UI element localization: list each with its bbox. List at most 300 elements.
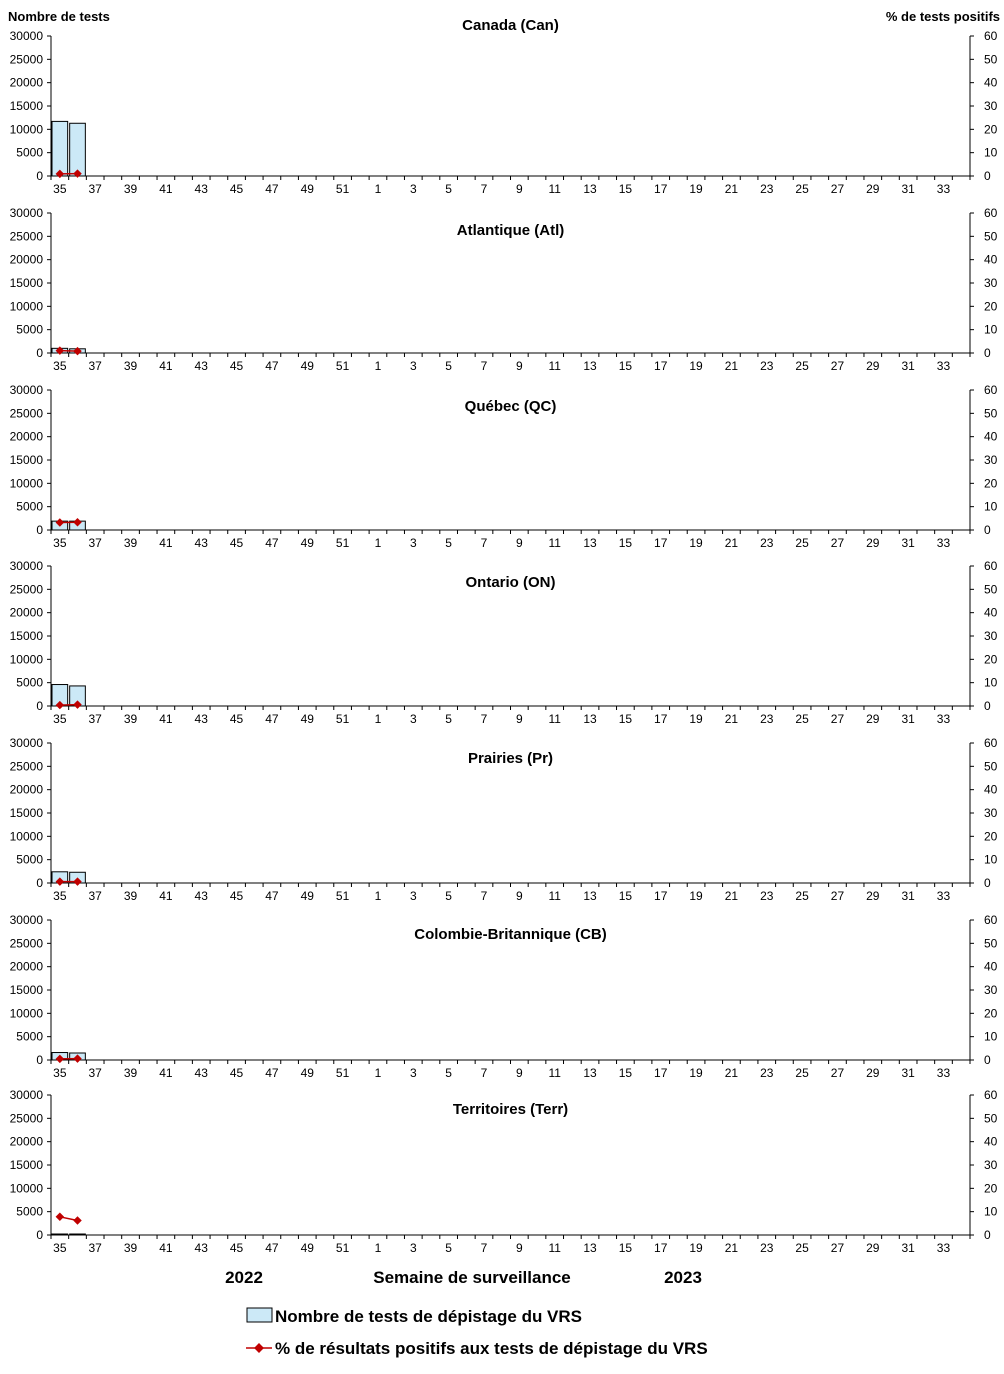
x-tick-label: 23 <box>760 1241 774 1255</box>
panel-title: Prairies (Pr) <box>467 750 554 767</box>
right-axis-label: % de tests positifs <box>885 9 1000 24</box>
x-tick-label: 19 <box>689 359 703 373</box>
x-tick-label: 23 <box>760 889 774 903</box>
x-tick-label: 9 <box>515 182 523 196</box>
x-tick-label: 15 <box>618 712 633 726</box>
x-tick-label: 41 <box>159 1241 173 1255</box>
x-tick-label: 33 <box>936 536 951 550</box>
panel-title: Canada (Can) <box>462 17 559 34</box>
panel-1 <box>10 206 998 373</box>
x-tick-label: 15 <box>618 182 633 196</box>
x-tick-label: 5 <box>445 889 452 903</box>
left-y-tick-label: 30000 <box>9 29 43 43</box>
left-y-tick-label: 10000 <box>9 829 43 844</box>
x-tick-label: 37 <box>88 359 102 373</box>
x-tick-label: 13 <box>583 182 597 196</box>
panel-title: Québec (QC) <box>464 398 557 415</box>
right-y-tick-label: 30 <box>984 276 998 290</box>
x-tick-label: 7 <box>480 536 488 550</box>
right-y-tick-label: 60 <box>984 206 998 220</box>
x-tick-label: 31 <box>901 1241 915 1255</box>
x-tick-label: 51 <box>335 1241 350 1255</box>
x-tick-label: 19 <box>689 1066 703 1080</box>
x-tick-label: 45 <box>229 1241 244 1255</box>
x-tick-label: 21 <box>724 1241 739 1255</box>
x-tick-label: 47 <box>265 889 279 903</box>
left-y-tick-label: 25000 <box>9 406 43 421</box>
right-y-tick-label: 60 <box>984 383 998 397</box>
x-tick-label: 13 <box>583 536 597 550</box>
x-tick-label: 17 <box>654 712 668 726</box>
panel-title: Atlantique (Atl) <box>456 222 565 239</box>
left-y-tick-label: 25000 <box>9 1111 43 1126</box>
x-tick-label: 33 <box>936 712 951 726</box>
left-y-tick-label: 30000 <box>9 559 43 573</box>
left-y-tick-label: 15000 <box>9 99 43 113</box>
x-tick-label: 3 <box>409 182 417 196</box>
x-tick-label: 7 <box>480 359 488 373</box>
x-tick-label: 41 <box>159 712 173 726</box>
x-tick-label: 33 <box>936 182 951 196</box>
right-y-tick-label: 0 <box>984 1228 991 1242</box>
x-tick-label: 7 <box>480 712 488 726</box>
x-tick-label: 47 <box>265 712 279 726</box>
right-y-tick-label: 20 <box>984 1006 998 1021</box>
chart-panels <box>10 17 998 1255</box>
left-y-tick-label: 15000 <box>9 629 43 643</box>
right-y-tick-label: 40 <box>984 1134 998 1149</box>
left-y-tick-label: 10000 <box>9 1181 43 1196</box>
x-tick-label: 51 <box>335 1066 350 1080</box>
x-tick-label: 41 <box>159 536 173 550</box>
right-y-tick-label: 50 <box>984 1111 998 1126</box>
left-y-tick-label: 20000 <box>9 429 43 444</box>
x-tick-label: 3 <box>409 712 417 726</box>
left-y-tick-label: 15000 <box>9 983 43 997</box>
right-y-tick-label: 50 <box>984 582 998 597</box>
right-y-tick-label: 30 <box>984 1158 998 1172</box>
right-y-tick-label: 10 <box>984 675 998 690</box>
x-tick-label: 37 <box>88 182 102 196</box>
x-tick-label: 27 <box>830 182 845 196</box>
panel-3 <box>10 559 998 726</box>
x-tick-label: 29 <box>866 182 880 196</box>
x-tick-label: 47 <box>265 1066 279 1080</box>
left-y-tick-label: 5000 <box>16 852 43 867</box>
x-tick-label: 17 <box>654 1066 668 1080</box>
x-tick-label: 25 <box>795 712 809 726</box>
left-y-tick-label: 10000 <box>9 1006 43 1021</box>
positivity-point-week-35 <box>56 346 64 354</box>
x-tick-label: 11 <box>548 1066 561 1080</box>
left-y-tick-label: 25000 <box>9 229 43 244</box>
x-tick-label: 17 <box>654 536 668 550</box>
x-tick-label: 23 <box>760 536 774 550</box>
left-y-tick-label: 0 <box>36 1228 43 1242</box>
legend-line-marker <box>254 1343 264 1353</box>
left-y-tick-label: 25000 <box>9 582 43 597</box>
x-tick-label: 5 <box>445 536 452 550</box>
x-tick-label: 5 <box>445 712 452 726</box>
x-tick-label: 11 <box>548 359 561 373</box>
left-y-tick-label: 10000 <box>9 476 43 491</box>
x-tick-label: 49 <box>300 1241 314 1255</box>
right-y-tick-label: 30 <box>984 806 998 820</box>
right-y-tick-label: 30 <box>984 99 998 113</box>
left-y-tick-label: 20000 <box>9 782 43 797</box>
right-y-tick-label: 50 <box>984 936 998 951</box>
left-y-tick-label: 20000 <box>9 959 43 974</box>
panel-title: Colombie-Britannique (CB) <box>414 926 607 943</box>
x-tick-label: 13 <box>583 1241 597 1255</box>
legend-bar-swatch <box>247 1308 272 1322</box>
left-y-tick-label: 0 <box>36 523 43 537</box>
right-y-tick-label: 0 <box>984 523 991 537</box>
x-tick-label: 17 <box>654 1241 668 1255</box>
x-tick-label: 39 <box>123 536 138 550</box>
left-y-tick-label: 0 <box>36 876 43 890</box>
right-y-tick-label: 0 <box>984 1053 991 1067</box>
x-tick-label: 25 <box>795 536 809 550</box>
x-tick-label: 37 <box>88 1241 102 1255</box>
x-tick-label: 39 <box>123 359 138 373</box>
x-tick-label: 17 <box>654 182 668 196</box>
right-y-tick-label: 20 <box>984 829 998 844</box>
x-tick-label: 25 <box>795 1066 809 1080</box>
positivity-point-week-36 <box>73 347 81 355</box>
right-y-tick-label: 50 <box>984 229 998 244</box>
panel-2 <box>10 383 998 550</box>
x-tick-label: 17 <box>654 359 668 373</box>
x-tick-label: 1 <box>374 182 382 196</box>
x-tick-label: 3 <box>409 1066 417 1080</box>
x-tick-label: 25 <box>795 1241 809 1255</box>
left-y-tick-label: 0 <box>36 1053 43 1067</box>
x-tick-label: 5 <box>445 1241 452 1255</box>
x-tick-label: 45 <box>229 889 244 903</box>
x-tick-label: 47 <box>265 536 279 550</box>
x-tick-label: 19 <box>689 182 703 196</box>
left-y-tick-label: 10000 <box>9 299 43 314</box>
x-tick-label: 1 <box>374 536 382 550</box>
right-y-tick-label: 20 <box>984 299 998 314</box>
right-y-tick-label: 0 <box>984 346 991 360</box>
left-y-tick-label: 25000 <box>9 759 43 774</box>
right-y-tick-label: 10 <box>984 322 998 337</box>
left-y-tick-label: 15000 <box>9 1158 43 1172</box>
x-tick-label: 41 <box>159 359 173 373</box>
right-y-tick-label: 30 <box>984 983 998 997</box>
x-tick-label: 35 <box>53 536 67 550</box>
x-tick-label: 45 <box>229 1066 244 1080</box>
left-axis-label: Nombre de tests <box>8 9 110 24</box>
x-tick-label: 23 <box>760 712 774 726</box>
left-y-tick-label: 20000 <box>9 1134 43 1149</box>
x-tick-label: 45 <box>229 712 244 726</box>
x-tick-label: 45 <box>229 182 244 196</box>
x-tick-label: 49 <box>300 359 314 373</box>
x-tick-label: 37 <box>88 889 102 903</box>
right-y-tick-label: 10 <box>984 1029 998 1044</box>
left-y-tick-label: 5000 <box>16 1029 43 1044</box>
right-y-tick-label: 20 <box>984 1181 998 1196</box>
year-label-2023: 2023 <box>664 1268 702 1287</box>
right-y-tick-label: 40 <box>984 252 998 267</box>
right-y-tick-label: 30 <box>984 453 998 467</box>
x-tick-label: 7 <box>480 1241 488 1255</box>
x-tick-label: 9 <box>515 359 523 373</box>
left-y-tick-label: 30000 <box>9 206 43 220</box>
x-tick-label: 1 <box>374 1066 382 1080</box>
left-y-tick-label: 30000 <box>9 913 43 927</box>
x-tick-label: 29 <box>866 712 880 726</box>
x-tick-label: 35 <box>53 889 67 903</box>
x-tick-label: 33 <box>936 889 951 903</box>
x-tick-label: 27 <box>830 536 845 550</box>
panel-0 <box>10 17 998 196</box>
right-y-tick-label: 40 <box>984 782 998 797</box>
x-tick-label: 21 <box>724 536 739 550</box>
x-tick-label: 3 <box>409 536 417 550</box>
x-tick-label: 23 <box>760 359 774 373</box>
x-tick-label: 9 <box>515 889 523 903</box>
x-tick-label: 9 <box>515 1066 523 1080</box>
x-tick-label: 7 <box>480 889 488 903</box>
bar-tests-week-35 <box>52 121 68 176</box>
x-tick-label: 1 <box>374 359 382 373</box>
x-tick-label: 33 <box>936 1066 951 1080</box>
x-tick-label: 45 <box>229 536 244 550</box>
left-y-tick-label: 5000 <box>16 1204 43 1219</box>
right-y-tick-label: 20 <box>984 476 998 491</box>
x-tick-label: 51 <box>335 182 350 196</box>
x-tick-label: 51 <box>335 712 350 726</box>
right-y-tick-label: 60 <box>984 559 998 573</box>
x-tick-label: 13 <box>583 889 597 903</box>
x-tick-label: 11 <box>548 889 561 903</box>
x-tick-label: 25 <box>795 182 809 196</box>
right-y-tick-label: 0 <box>984 169 991 183</box>
x-tick-label: 23 <box>760 182 774 196</box>
x-tick-label: 3 <box>409 1241 417 1255</box>
left-y-tick-label: 5000 <box>16 322 43 337</box>
x-tick-label: 15 <box>618 1241 633 1255</box>
right-y-tick-label: 10 <box>984 852 998 867</box>
x-tick-label: 29 <box>866 1066 880 1080</box>
left-y-tick-label: 25000 <box>9 936 43 951</box>
x-tick-label: 19 <box>689 889 703 903</box>
x-tick-label: 51 <box>335 889 350 903</box>
bar-tests-week-36 <box>70 1234 86 1235</box>
x-tick-label: 47 <box>265 359 279 373</box>
x-tick-label: 43 <box>194 889 208 903</box>
x-tick-label: 21 <box>724 889 739 903</box>
x-tick-label: 43 <box>194 536 208 550</box>
x-axis-label: Semaine de surveillance <box>373 1268 571 1287</box>
x-tick-label: 11 <box>548 712 561 726</box>
x-tick-label: 41 <box>159 1066 173 1080</box>
x-tick-label: 39 <box>123 712 138 726</box>
x-tick-label: 43 <box>194 712 208 726</box>
right-y-tick-label: 20 <box>984 122 998 137</box>
x-tick-label: 13 <box>583 359 597 373</box>
x-tick-label: 39 <box>123 1066 138 1080</box>
left-y-tick-label: 25000 <box>9 52 43 67</box>
x-tick-label: 13 <box>583 712 597 726</box>
right-y-tick-label: 60 <box>984 736 998 750</box>
left-y-tick-label: 30000 <box>9 1088 43 1102</box>
year-label-2022: 2022 <box>225 1268 263 1287</box>
bar-tests-week-36 <box>70 123 86 176</box>
x-tick-label: 31 <box>901 889 915 903</box>
x-tick-label: 33 <box>936 359 951 373</box>
x-tick-label: 9 <box>515 1241 523 1255</box>
x-tick-label: 49 <box>300 889 314 903</box>
left-y-tick-label: 20000 <box>9 605 43 620</box>
x-tick-label: 41 <box>159 889 173 903</box>
panel-title: Ontario (ON) <box>465 574 556 591</box>
x-tick-label: 15 <box>618 536 633 550</box>
x-tick-label: 31 <box>901 182 915 196</box>
x-tick-label: 39 <box>123 889 138 903</box>
x-tick-label: 1 <box>374 1241 382 1255</box>
x-tick-label: 5 <box>445 182 452 196</box>
x-tick-label: 35 <box>53 1241 67 1255</box>
x-tick-label: 49 <box>300 182 314 196</box>
right-y-tick-label: 40 <box>984 605 998 620</box>
x-tick-label: 31 <box>901 359 915 373</box>
panel-5 <box>10 913 998 1080</box>
left-y-tick-label: 0 <box>36 346 43 360</box>
left-y-tick-label: 15000 <box>9 806 43 820</box>
x-tick-label: 25 <box>795 359 809 373</box>
x-tick-label: 19 <box>689 712 703 726</box>
bar-tests-week-35 <box>52 1234 68 1235</box>
x-tick-label: 31 <box>901 712 915 726</box>
right-y-tick-label: 0 <box>984 699 991 713</box>
left-y-tick-label: 30000 <box>9 736 43 750</box>
positivity-point-week-35 <box>56 1213 64 1221</box>
x-tick-label: 7 <box>480 182 488 196</box>
x-tick-label: 17 <box>654 889 668 903</box>
left-y-tick-label: 10000 <box>9 652 43 667</box>
x-tick-label: 19 <box>689 1241 703 1255</box>
x-tick-label: 49 <box>300 1066 314 1080</box>
x-tick-label: 27 <box>830 359 845 373</box>
x-tick-label: 35 <box>53 1066 67 1080</box>
x-tick-label: 49 <box>300 536 314 550</box>
x-tick-label: 15 <box>618 359 633 373</box>
x-tick-label: 11 <box>548 182 561 196</box>
x-tick-label: 37 <box>88 536 102 550</box>
x-tick-label: 27 <box>830 889 845 903</box>
x-tick-label: 27 <box>830 1241 845 1255</box>
x-tick-label: 21 <box>724 1066 739 1080</box>
x-tick-label: 45 <box>229 359 244 373</box>
x-tick-label: 21 <box>724 182 739 196</box>
right-y-tick-label: 60 <box>984 29 998 43</box>
right-y-tick-label: 10 <box>984 145 998 160</box>
x-tick-label: 3 <box>409 889 417 903</box>
x-tick-label: 49 <box>300 712 314 726</box>
x-tick-label: 27 <box>830 1066 845 1080</box>
x-tick-label: 43 <box>194 182 208 196</box>
positivity-point-week-36 <box>73 1216 81 1224</box>
x-tick-label: 35 <box>53 359 67 373</box>
right-y-tick-label: 50 <box>984 406 998 421</box>
legend <box>246 1307 708 1358</box>
left-y-tick-label: 0 <box>36 699 43 713</box>
right-y-tick-label: 40 <box>984 429 998 444</box>
left-y-tick-label: 15000 <box>9 276 43 290</box>
x-tick-label: 23 <box>760 1066 774 1080</box>
right-y-tick-label: 60 <box>984 913 998 927</box>
left-y-tick-label: 5000 <box>16 675 43 690</box>
x-tick-label: 11 <box>548 1241 561 1255</box>
right-y-tick-label: 20 <box>984 652 998 667</box>
x-tick-label: 9 <box>515 712 523 726</box>
x-tick-label: 11 <box>548 536 561 550</box>
x-tick-label: 51 <box>335 359 350 373</box>
x-tick-label: 15 <box>618 889 633 903</box>
x-tick-label: 43 <box>194 1241 208 1255</box>
x-tick-label: 47 <box>265 182 279 196</box>
x-tick-label: 35 <box>53 712 67 726</box>
x-tick-label: 25 <box>795 889 809 903</box>
x-tick-label: 37 <box>88 1066 102 1080</box>
x-tick-label: 31 <box>901 1066 915 1080</box>
x-tick-label: 15 <box>618 1066 633 1080</box>
left-y-tick-label: 20000 <box>9 75 43 90</box>
x-tick-label: 29 <box>866 536 880 550</box>
x-tick-label: 41 <box>159 182 173 196</box>
x-tick-label: 21 <box>724 712 739 726</box>
right-y-tick-label: 40 <box>984 75 998 90</box>
panel-4 <box>10 736 998 903</box>
x-tick-label: 35 <box>53 182 67 196</box>
x-tick-label: 27 <box>830 712 845 726</box>
x-tick-label: 5 <box>445 359 452 373</box>
x-tick-label: 37 <box>88 712 102 726</box>
x-tick-label: 29 <box>866 359 880 373</box>
x-tick-label: 29 <box>866 1241 880 1255</box>
x-tick-label: 1 <box>374 712 382 726</box>
x-tick-label: 3 <box>409 359 417 373</box>
x-tick-label: 31 <box>901 536 915 550</box>
panel-title: Territoires (Terr) <box>452 1101 569 1118</box>
right-y-tick-label: 50 <box>984 52 998 67</box>
left-y-tick-label: 15000 <box>9 453 43 467</box>
x-tick-label: 7 <box>480 1066 488 1080</box>
x-tick-label: 39 <box>123 1241 138 1255</box>
legend-line-label: % de résultats positifs aux tests de dépistage du VRS <box>275 1339 708 1358</box>
x-tick-label: 1 <box>374 889 382 903</box>
left-y-tick-label: 10000 <box>9 122 43 137</box>
panel-6 <box>10 1088 998 1255</box>
left-y-tick-label: 5000 <box>16 145 43 160</box>
legend-bar-label: Nombre de tests de dépistage du VRS <box>275 1307 583 1326</box>
right-y-tick-label: 10 <box>984 499 998 514</box>
x-tick-label: 5 <box>445 1066 452 1080</box>
x-tick-label: 21 <box>724 359 739 373</box>
right-y-tick-label: 40 <box>984 959 998 974</box>
x-tick-label: 19 <box>689 536 703 550</box>
right-y-tick-label: 0 <box>984 876 991 890</box>
left-y-tick-label: 0 <box>36 169 43 183</box>
x-tick-label: 47 <box>265 1241 279 1255</box>
x-tick-label: 39 <box>123 182 138 196</box>
x-tick-label: 29 <box>866 889 880 903</box>
